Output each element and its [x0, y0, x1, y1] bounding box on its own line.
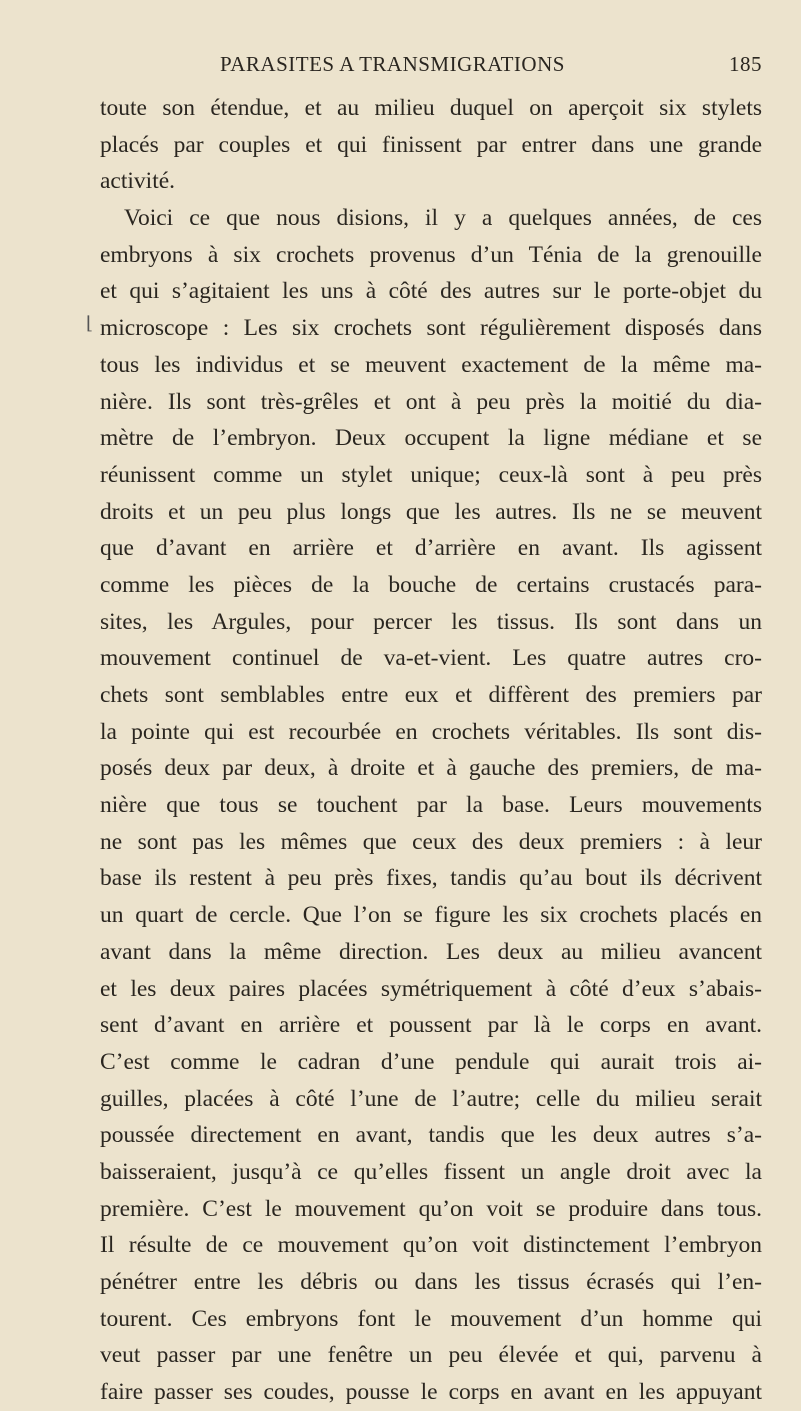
page-number: 185	[729, 52, 762, 76]
text-line: réunissent comme un stylet unique; ceux-là sont à peu près	[100, 461, 762, 488]
text-line: droits et un peu plus longs que les autres. Ils ne se meuvent	[100, 498, 762, 525]
margin-mark: ⌊	[86, 313, 94, 333]
text-line: la pointe qui est recourbée en crochets véritables. Ils sont dis-	[100, 718, 762, 745]
text-line: veut passer par une fenêtre un peu élevée et qui, parvenu à	[100, 1342, 762, 1369]
text-line: mouvement continuel de va-et-vient. Les quatre autres cro-	[100, 645, 762, 672]
text-line: embryons à six crochets provenus d’un Ténia de la grenouille	[100, 241, 762, 268]
text-line: sent d’avant en arrière et poussent par là le corps en avant.	[100, 1012, 762, 1039]
text-line: Il résulte de ce mouvement qu’on voit distinctement l’embryon	[100, 1232, 762, 1259]
text-line: mètre de l’embryon. Deux occupent la ligne médiane et se	[100, 425, 762, 452]
text-line: C’est comme le cadran d’une pendule qui aurait trois ai-	[100, 1048, 762, 1075]
text-line: faire passer ses coudes, pousse le corps en avant en les appuyant	[100, 1379, 762, 1406]
text-line: sites, les Argules, pour percer les tissus. Ils sont dans un	[100, 608, 762, 635]
text-line: toute son étendue, et au milieu duquel on aperçoit six stylets	[100, 95, 762, 121]
text-line: microscope : Les six crochets sont régulièrement disposés dans	[100, 315, 762, 342]
text-line: pénétrer entre les débris ou dans les tissus écrasés qui l’en-	[100, 1269, 762, 1295]
text-line: ne sont pas les mêmes que ceux des deux premiers : à leur	[100, 828, 762, 855]
text-line: posés deux par deux, à droite et à gauche des premiers, de ma-	[100, 755, 762, 782]
text-line: placés par couples et qui finissent par entrer dans une grande	[100, 131, 762, 158]
text-line: baisseraient, jusqu’à ce qu’elles fissent un angle droit avec la	[100, 1158, 762, 1185]
text-line: activité.	[100, 168, 176, 195]
text-line: que d’avant en arrière et d’arrière en avant. Ils agissent	[100, 535, 762, 562]
text-line: guilles, placées à côté l’une de l’autre; celle du milieu serait	[100, 1085, 762, 1112]
running-header	[220, 52, 762, 86]
text-line: poussée directement en avant, tandis que les deux autres s’a-	[100, 1122, 762, 1149]
text-line: comme les pièces de la bouche de certains crustacés para-	[100, 571, 762, 598]
text-line: et qui s’agitaient les uns à côté des autres sur le porte-objet du	[100, 278, 762, 305]
text-line: première. C’est le mouvement qu’on voit se produire dans tous.	[100, 1195, 762, 1222]
text-line: base ils restent à peu près fixes, tandis qu’au bout ils décrivent	[100, 865, 762, 892]
text-line: nière. Ils sont très-grêles et ont à peu près la moitié du dia-	[100, 388, 762, 415]
text-line: chets sont semblables entre eux et diffèrent des premiers par	[100, 682, 762, 708]
text-line: avant dans la même direction. Les deux au milieu avancent	[100, 938, 762, 965]
text-line: Voici ce que nous disions, il y a quelques années, de ces	[124, 205, 762, 232]
text-line: un quart de cercle. Que l’on se figure les six crochets placés en	[100, 902, 762, 929]
text-line: tourent. Ces embryons font le mouvement d’un homme qui	[100, 1305, 762, 1332]
body-text	[100, 90, 762, 1411]
text-line: et les deux paires placées symétriquement à côté d’eux s’abais-	[100, 975, 762, 1002]
text-line: nière que tous se touchent par la base. Leurs mouvements	[100, 792, 762, 819]
running-title: PARASITES A TRANSMIGRATIONS	[220, 52, 565, 76]
text-line: tous les individus et se meuvent exactement de la même ma-	[100, 351, 762, 378]
